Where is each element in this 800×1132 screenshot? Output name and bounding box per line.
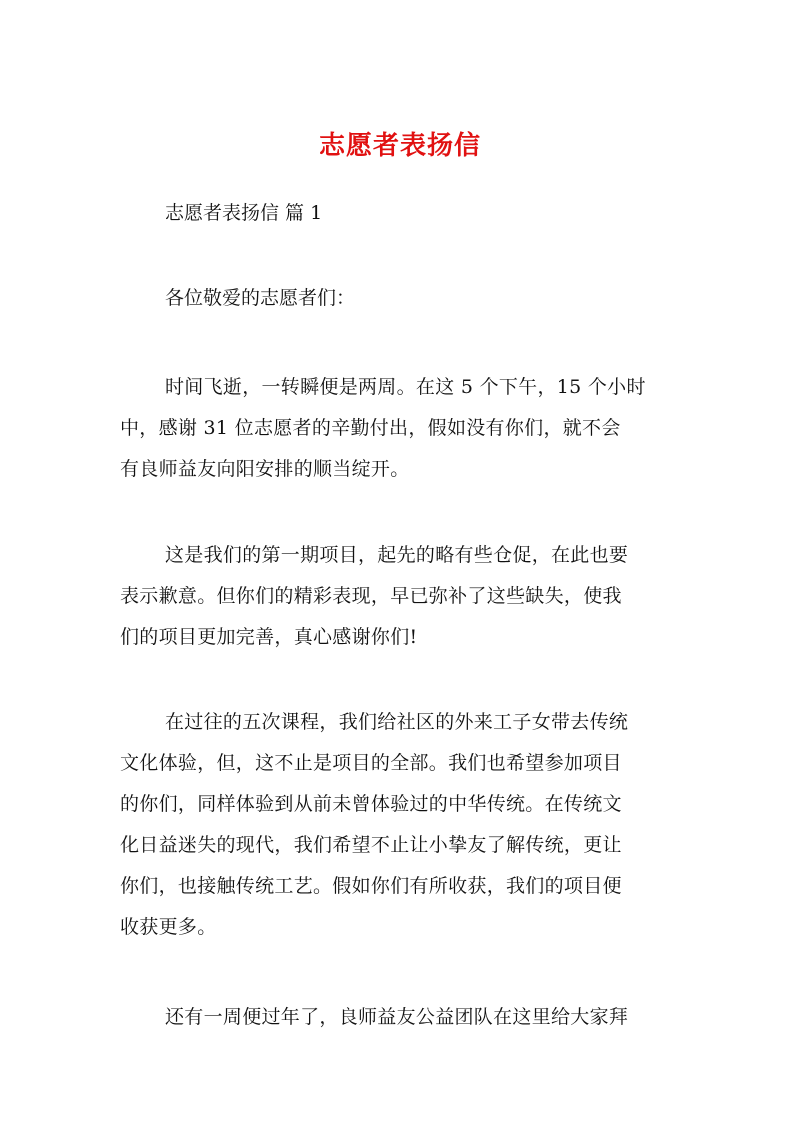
greeting-line: 各位敬爱的志愿者们： [165, 287, 356, 309]
paragraph-1 [120, 367, 690, 490]
paragraph-line: 们的项目更加完善，真心感谢你们! [120, 626, 418, 648]
paragraph-line: 这是我们的第一期项目，起先的略有些仓促，在此也要 [165, 544, 629, 566]
paragraph-line: 时间飞逝，一转瞬便是两周。在这 5 个下午，15 个小时 [165, 376, 646, 398]
paragraph-line: 中，感谢 31 位志愿者的辛勤付出，假如没有你们，就不会 [120, 417, 621, 439]
paragraph-line: 还有一周便过年了，良师益友公益团队在这里给大家拜 [165, 1006, 629, 1028]
paragraph-line: 在过往的五次课程，我们给社区的外来工子女带去传统 [165, 711, 629, 733]
paragraph-line: 有良师益友向阳安排的顺当绽开。 [120, 458, 410, 480]
paragraph-line: 的你们，同样体验到从前未曾体验过的中华传统。在传统文 [120, 793, 622, 815]
paragraph-line: 你们，也接触传统工艺。假如你们有所收获，我们的项目便 [120, 875, 622, 897]
document-subtitle: 志愿者表扬信 篇 1 [165, 202, 323, 224]
paragraph-line: 化日益迷失的现代，我们希望不止让小挚友了解传统，更让 [120, 834, 622, 856]
paragraph-line: 收获更多。 [120, 916, 217, 938]
paragraph-4 [120, 997, 690, 1038]
paragraph-line: 表示歉意。但你们的精彩表现，早已弥补了这些缺失，使我 [120, 585, 622, 607]
paragraph-3 [120, 702, 690, 948]
paragraph-2 [120, 535, 690, 658]
document-title: 志愿者表扬信 [318, 131, 481, 161]
paragraph-line: 文化体验，但，这不止是项目的全部。我们也希望参加项目 [120, 752, 622, 774]
